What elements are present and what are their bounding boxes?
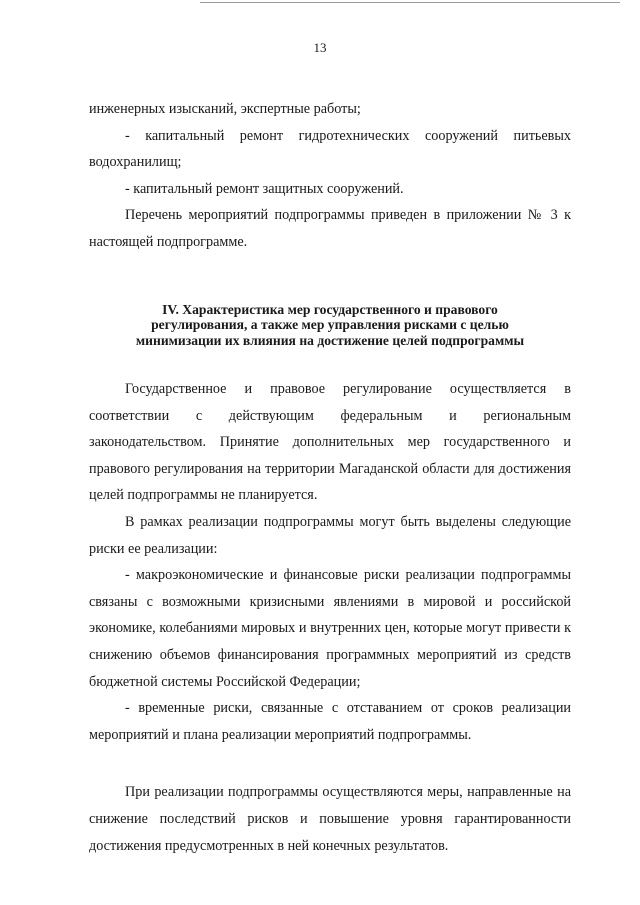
paragraph-survey-works: инженерных изысканий, экспертные работы; — [89, 101, 361, 117]
spacer — [89, 348, 571, 376]
section-heading: IV. Характеристика мер государственного и правового регулирования, а также мер управления рисками с целью минимизации их влияния на достижение целей подпрограммы — [135, 301, 525, 348]
paragraph-risks-intro: В рамках реализации подпрограммы могут быть выделены следующие риски ее реализации: — [89, 514, 571, 557]
paragraph-appendix-reference: Перечень мероприятий подпрограммы приведен в приложении № 3 к настоящей подпрограмме. — [89, 207, 571, 250]
paragraph-mitigation: При реализации подпрограммы осуществляются меры, направленные на снижение последствий рисков и повышение уровня гарантированности достижения предусмотренных в ней конечных результатов. — [89, 784, 571, 854]
list-item-reservoir-repair: - капитальный ремонт гидротехнических сооружений питьевых водохранилищ; — [89, 127, 571, 171]
list-item-protective-repair: - капитальный ремонт защитных сооружений. — [125, 180, 404, 197]
list-item-macro-risks: - макроэкономические и финансовые риски реализации подпрограммы связаны с возможными кризисными явлениями в мировой и российской экономике, колебаниями мировых и внутренних цен, которые могут привести к снижению объемов финансирования программных мероприятий из средств бюджетной системы Российской Федерации; — [89, 567, 571, 690]
list-item-time-risks: - временные риски, связанные с отставанием от сроков реализации мероприятий и плана реализации мероприятий подпрограммы. — [89, 700, 571, 743]
paragraph-regulation: Государственное и правовое регулирование осуществляется в соответствии с действующим федеральным и региональным законодательством. Принятие дополнительных мер государственного и правового регулирования на территории Магаданской области для достижения целей подпрограммы не планируется. — [89, 381, 571, 504]
spacer — [89, 748, 571, 779]
spacer — [89, 256, 571, 302]
document-body — [89, 96, 571, 859]
page-number: 13 — [313, 40, 327, 55]
scan-edge-line — [200, 2, 620, 3]
